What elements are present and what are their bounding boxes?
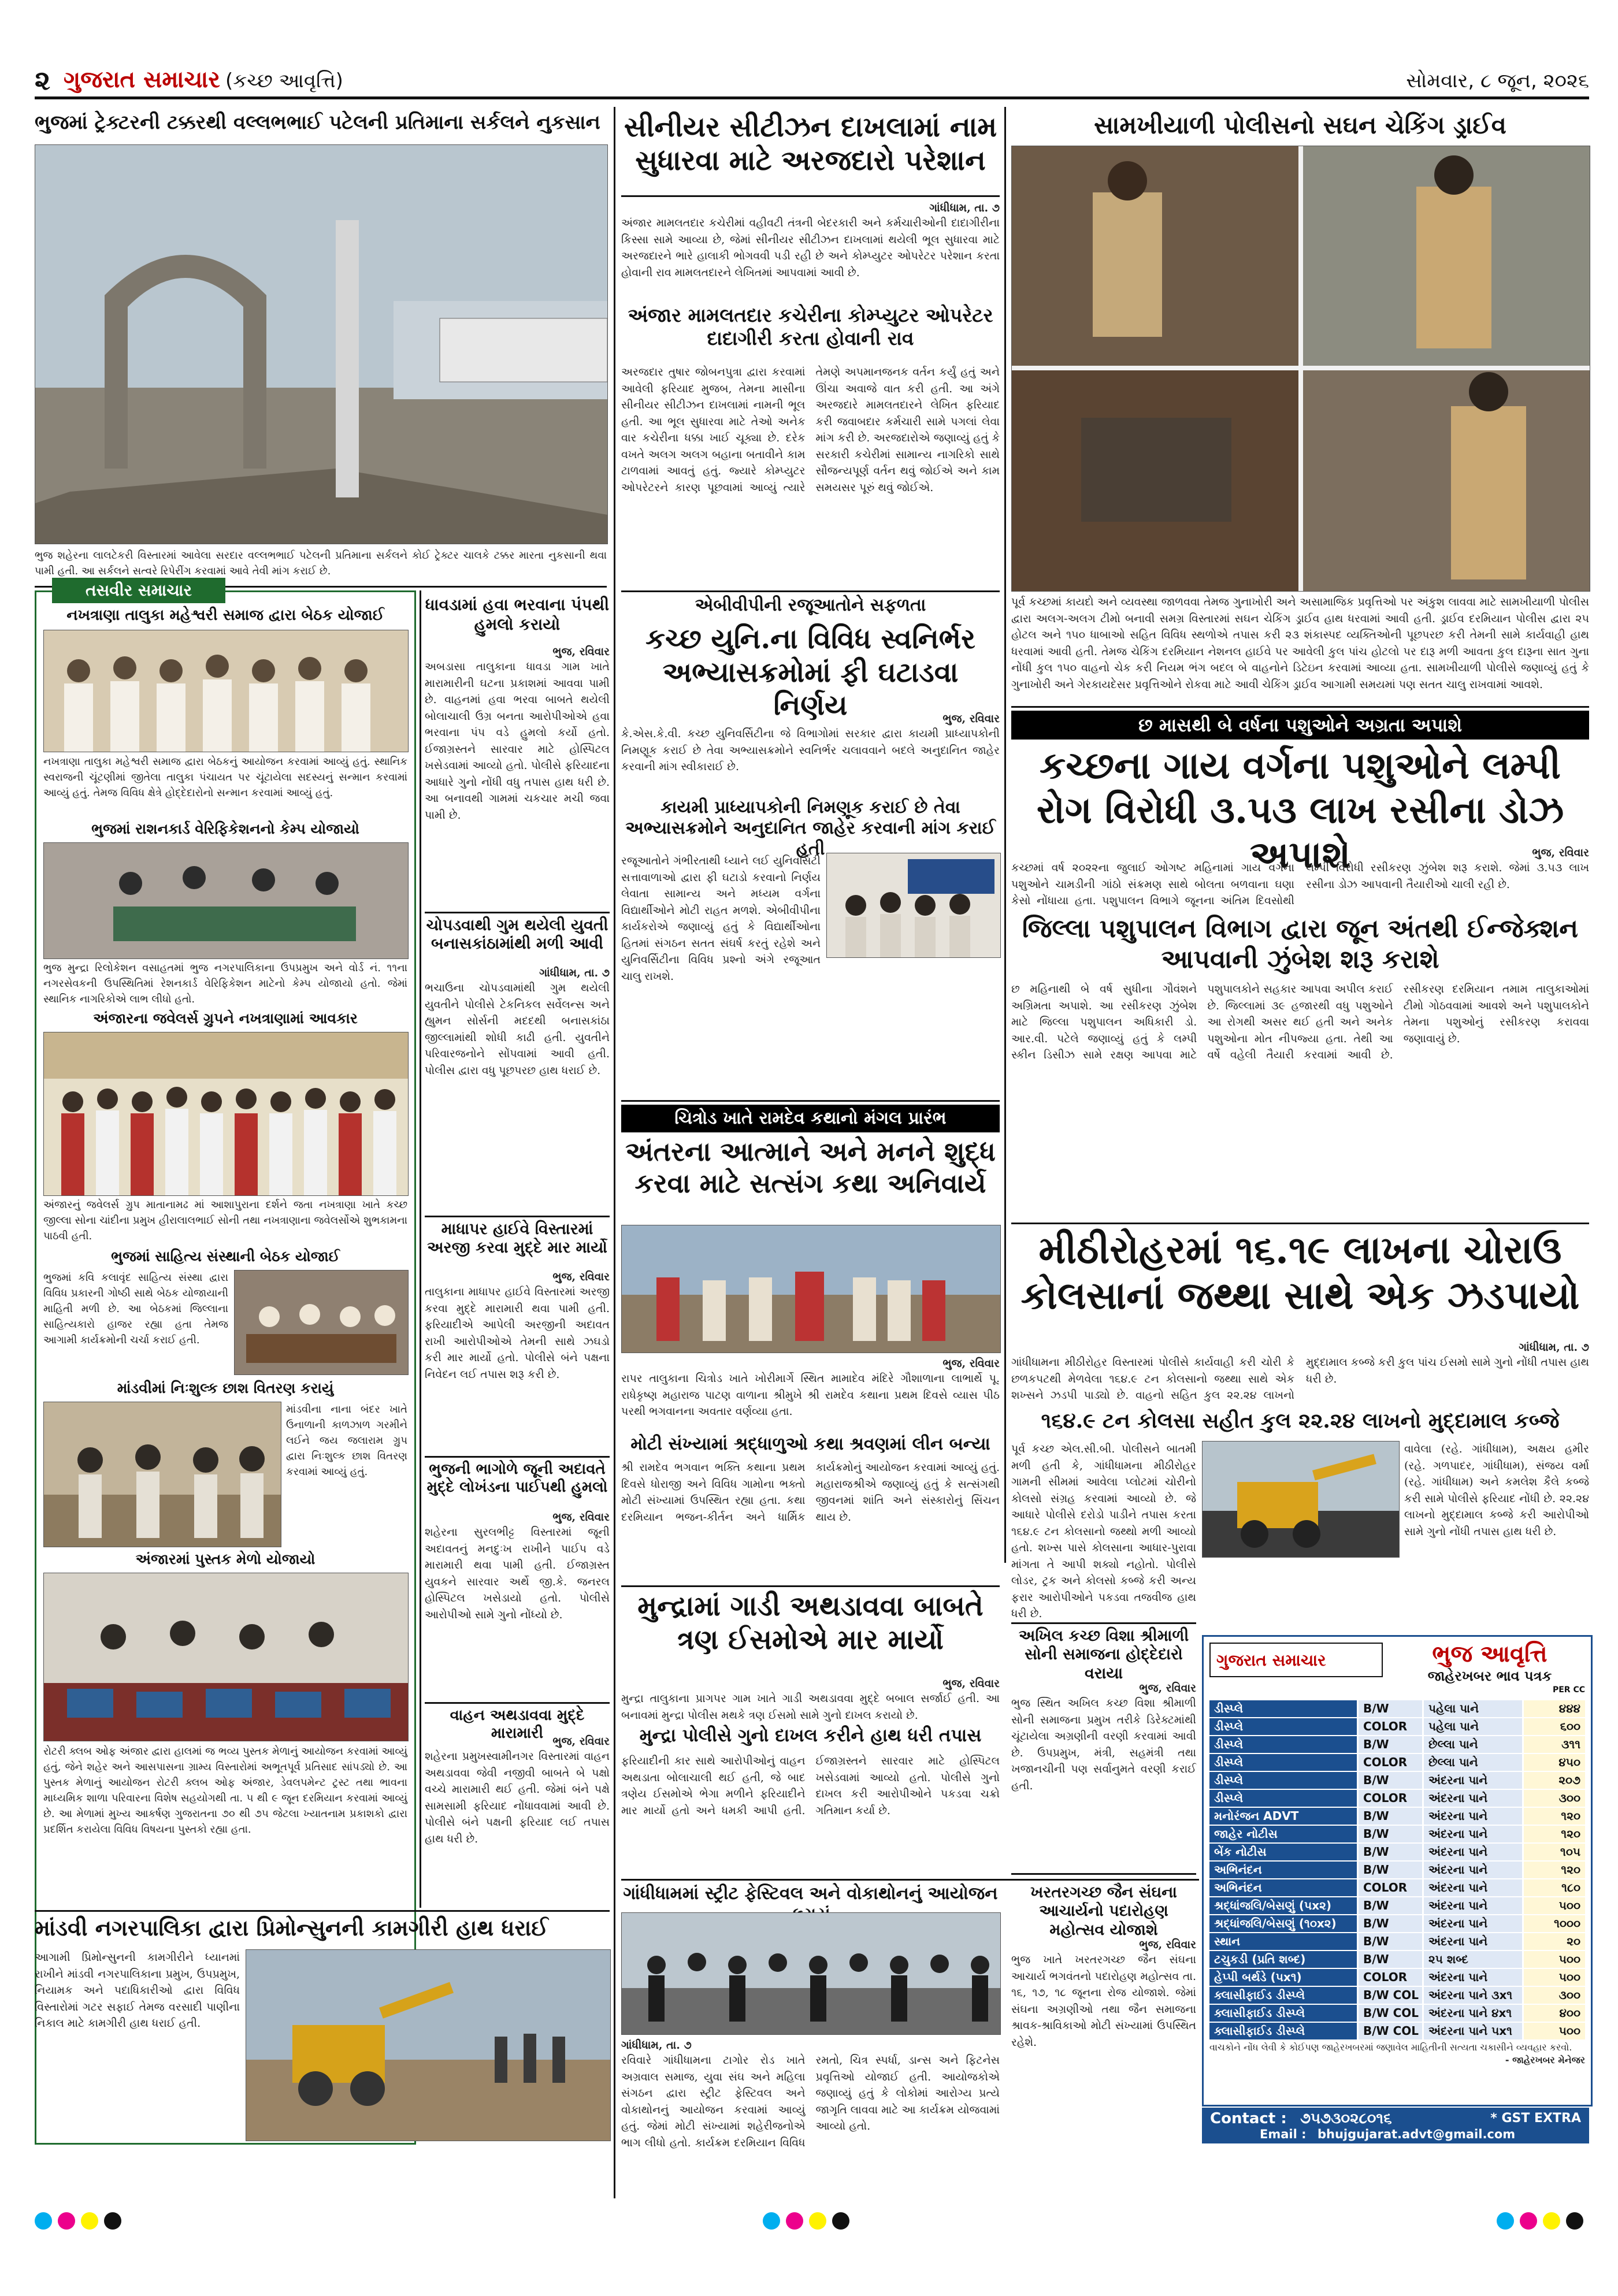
rate-ad-color: B/W — [1359, 1844, 1422, 1860]
ramdev-body: શ્રી રામદેવ ભગવાન ભક્તિ કથાના પ્રથમ દિવસે ધોરાજી અને વિવિધ ગામોના ભક્તો મોટી સંખ્યામાં ઉપસ્થિત રહ્યા હતા. કથા દરમિયાન ભજન-કીર્તન અને ધાર્મિક કાર્યક્રમોનું આયોજન કરવામાં આવ્યું હતું. મહારાજશ્રીએ જણાવ્યું હતું કે સત્સંગથી જીવનમાં શાંતિ અને સંસ્કારોનું સિંચન થાય છે. — [621, 1461, 1000, 1524]
police-caption: પૂર્વ કચ્છમાં કાયદો અને વ્યવસ્થા જાળવવા તેમજ ગુનાખોરી અને અસામાજિક પ્રવૃત્તિઓ પર અંકુશ લાવવા માટે સામખીયાળી પોલીસ દ્વારા અલગ-અલગ ટીમો બનાવી સમગ્ર વિસ્તારમાં સઘન ચેકિંગ ડ્રાઈવ હાથ ધરવામાં આવી હતી. ડ્રાઈવ દરમિયાન પોલીસ દ્વારા ૨૫ હોટલ અને ૧૫૦ ધાબાઓ સહિત વિવિધ સ્થળોએ તપાસ કરી ૨૩ શંકાસ્પદ વ્યક્તિઓની પૂછપરછ કરી તેમની સામે કાર્યવાહી હાથ ધરવામાં આવી હતી. તેમજ ચેકિંગ દરમિયાન નેશનલ હાઈવે પર આવેલી કુલ પાંચ હોટલો પર દારૂ મળી આવતા કુલ દારૂના સાત ગુના નોંધી કુલ ૧૫૦ વાહનો ચેક કરી નિયમ ભંગ બદલ બે વાહનોને ડિટેઇન કરવામાં આવ્યા હતા. સામખીયાળી પોલીસે જણાવ્યું હતું કે ગુનાખોરી અને ગેરકાયદેસર પ્રવૃત્તિઓને રોકવા માટે આવી ચેકિંગ ડ્રાઈવ આગામી સમયમાં પણ સતત ચાલુ રાખવામાં આવશે. — [1011, 596, 1589, 691]
rate-ad-price: ૧૦૫ — [1524, 1844, 1585, 1860]
email-label: Email : — [1260, 2127, 1307, 2141]
sangh-dateline: ભુજ, રવિવાર — [1139, 1682, 1196, 1695]
col2-dateline-2: ગાંધીધામ, તા. ૭ — [539, 967, 610, 979]
rate-ad-page: છેલ્લા પાને — [1424, 1736, 1522, 1753]
tasveer-caption-3: અંજારનું જવેલર્સ ગ્રુપ માતાનામઢ માં આશાપુરાના દર્શને જતા નખત્રાણા ખાતે કચ્છ જીલ્લા સોના ચાંદીના પ્રમુખ હીરાલાલભાઈ સોની તથા નખત્રાણાના જવેલર્સોએ શુભકામના પાઠવી હતી. — [43, 1199, 407, 1242]
rate-ad-page: અંદરના પાને — [1424, 1862, 1522, 1878]
rate-ad-price: ૧૨૦ — [1524, 1826, 1585, 1842]
rate-row — [1209, 1736, 1585, 1754]
coal-lead: ગાંધીધામના મીઠીરોહર વિસ્તારમાં પોલીસે કાર્યવાહી કરી ચોરી કે છળકપટથી મેળવેલા ૧૬૪.૯ ટન કોલસાનો જથ્થા સાથે એક શખ્સને ઝડપી પાડ્યો છે. વાહનો સહિત કુલ ૨૨.૨૪ લાખનો મુદ્દામાલ કબ્જે કરી કુલ પાંચ ઈસમો સામે ગુનો નોંધી તપાસ હાથ ધરી છે. — [1011, 1356, 1589, 1402]
coal-seizure-photo — [1202, 1441, 1400, 1558]
abvp-photo — [826, 853, 1001, 958]
divider — [1011, 1622, 1196, 1624]
circle-photo — [35, 144, 608, 544]
abvp-lead: કે.એસ.કે.વી. કચ્છ યુનિવર્સિટીના જે વિભાગોમાં સરકાર દ્વારા કાયમી પ્રાધ્યાપકોની નિમણૂક કરાઈ છે તેવા અભ્યાસક્રમોને સ્વનિર્ભર ચલાવવાને બદલે અનુદાનિત જાહેર કરવાની માંગ સ્વીકારાઈ છે. — [621, 727, 1000, 773]
divider — [425, 1216, 610, 1217]
rate-ad-page: અંદરના પાને — [1424, 1933, 1522, 1950]
rate-ad-color: B/W — [1359, 1951, 1422, 1968]
lumpy-dateline: ભુજ, રવિવાર — [1532, 846, 1589, 859]
lumpy-headline: કચ્છના ગાય વર્ગના પશુઓને લમ્પી રોગ વિરોધી ૩.૫૩ લાખ રસીના ડોઝ અપાશે — [1036, 744, 1564, 876]
rate-ad-type: શ્રદ્ધાંજલિ/બેસણું (૧૦x૨) — [1209, 1915, 1357, 1932]
rate-row — [1209, 1987, 1585, 2005]
divider — [1011, 1223, 1589, 1224]
rate-ad-page: અંદરના પાને — [1424, 1790, 1522, 1807]
rate-ad-price: ૧૮૦ — [1524, 1879, 1585, 1896]
paper-name: ગુજરાત સમાચાર — [64, 66, 220, 93]
rate-ad-type: ક્લાસીફાઈડ ડીસ્પ્લે — [1209, 2005, 1357, 2022]
tasveer-title-1: નખત્રાણા તાલુકા મહેશ્વરી સમાજ દ્વારા બેઠક યોજાઈ — [66, 607, 384, 624]
rate-row — [1209, 1969, 1585, 1987]
rate-ad-type: ડીસ્પ્લે — [1209, 1790, 1357, 1807]
cyan-dot — [1497, 2212, 1514, 2230]
column-rule — [420, 590, 421, 1908]
rate-ad-price: ૨૦૭ — [1524, 1772, 1585, 1789]
rate-ad-color: COLOR — [1359, 1754, 1422, 1771]
rate-row — [1209, 1897, 1585, 1915]
magenta-dot — [786, 2212, 803, 2230]
mundra-subhead: મુન્દ્રા પોલીસે ગુનો દાખલ કરીને હાથ ધરી તપાસ — [639, 1725, 982, 1746]
rate-ad-type: મનોરંજન ADVT — [1209, 1808, 1357, 1825]
senior-body: અરજદાર તુષાર જોબનપુત્રા દ્વારા કરવામાં આવેલી ફરિયાદ મુજબ, તેમના માસીના સીનીયર સીટીઝન દાખલામાં નામની ભૂલ હતી. આ ભૂલ સુધારવા માટે તેઓ અનેક વાર કચેરીના ધક્કા ખાઈ ચૂક્યા છે. દરેક વખતે અલગ અલગ બહાના બતાવીને કામ ટાળવામાં આવતું હતું. જ્યારે કોમ્પ્યુટર ઓપરેટરને કારણ પૂછવામાં આવ્યું ત્યારે તેમણે અપમાનજનક વર્તન કર્યું હતું અને ઊંચા અવાજે વાત કરી હતી. આ અંગે અરજદારે મામલતદારને લેખિત ફરિયાદ કરી જવાબદાર કર્મચારી સામે પગલાં લેવા માંગ કરી છે. અરજદારોએ જણાવ્યું હતું કે સરકારી કચેરીમાં સામાન્ય નાગરિકો સાથે સૌજન્યપૂર્ણ વર્તન થવું જોઈએ અને કામ સમયસર પૂરું થવું જોઈએ. — [621, 366, 1000, 494]
vallabhbhai-headline: ભુજમાં ટ્રેક્ટરની ટક્કરથી વલ્લભભાઈ પટેલની પ્રતિમાના સર્કલને નુકસાન — [35, 111, 600, 134]
tasveer-title-4: ભુજમાં સાહિત્ય સંસ્થાની બેઠક યોજાઈ — [111, 1248, 340, 1265]
rate-ad-type: ડીસ્પ્લે — [1209, 1754, 1357, 1771]
rate-ad-page: અંદરના પાને — [1424, 1772, 1522, 1789]
rate-ad-page: પહેલા પાને — [1424, 1718, 1522, 1735]
coal-headline: મીઠીરોહરમાં ૧૬.૧૯ લાખના ચોરાઉ કોલસાનાં જથ્થા સાથે એક ઝડપાયો — [1020, 1227, 1580, 1318]
tasveer-caption-6: રોટરી ક્લબ ઓફ અંજાર દ્વારા હાલમાં જ ભવ્ય પુસ્તક મેળાનું આયોજન કરવામાં આવ્યું હતું, જેને શહેર અને આસપાસના ગ્રામ્ય વિસ્તારોમાં અભૂતપૂર્વ પ્રતિસાદ સાંપડ્યો છે. આ પુસ્તક મેળાનું આયોજન રોટરી ક્લબ ઓફ અંજાર, ડેવલપમેન્ટ ટ્રસ્ટ તથા ભાવના માધ્યમિક શાળા પરિવારના વિશેષ સહયોગથી તા. ૫ થી ૯ જૂન દરમિયાન કરવામાં આવ્યું છે. આ મેળામાં મુખ્ય આકર્ષણ ગુજરાતના ૭૦ થી ૭૫ જેટલા ખ્યાતનામ પ્રકાશકો દ્વારા પ્રદર્શિત કરાયેલા વિવિધ વિષયના પુસ્તકો રહ્યા હતા. — [43, 1745, 407, 1836]
ramdev-lead: રાપર તાલુકાના ચિત્રોડ ખાતે ખોરીમાર્ગે સ્થિત મામાદેવ મંદિરે ગૌશાળાના લાભાર્થે પૂ. રાધેકૃષ્ણ મહારાજ પાટણ વાળાના શ્રીમુખે શ્રી રામદેવ કથાના પ્રથમ દિવસે વ્યાસ પીઠ પરથી ભગવાનના અવતાર વર્ણવ્યા હતા. — [621, 1372, 1000, 1418]
rate-ad-type: ડીસ્પ્લે — [1209, 1718, 1357, 1735]
rate-ad-type: ડીસ્પ્લે — [1209, 1772, 1357, 1789]
col2-headline-4: ભુજની ભાગોળે જૂની અદાવતે મુદ્દે લોખંડના પાઈપથી હુમલો — [426, 1461, 608, 1496]
divider — [621, 1100, 1000, 1102]
divider — [425, 1702, 610, 1704]
rate-row — [1209, 2023, 1585, 2041]
rate-ad-type: ડીસ્પ્લે — [1209, 1736, 1357, 1753]
coal-body: પૂર્વ કચ્છ એલ.સી.બી. પોલીસને બાતમી મળી હતી કે, ગાંધીધામના મીઠીરોહર ગામની સીમમાં આવેલા પ્લોટમાં ચોરીનો કોલસો સંગ્રહ કરવામાં આવ્યો છે. જે આધારે પોલીસે દરોડો પાડીને તપાસ કરતા ૧૬૪.૯ ટન કોલસાનો જથ્થો મળી આવ્યો હતો. શખ્સ પાસે કોલસાના આધાર-પુરાવા માંગતા તે આપી શક્યો નહોતો. પોલીસે લોડર, ટ્રક અને કોલસો કબ્જે કરી અન્ય ફરાર આરોપીઓને પકડવા તજવીજ હાથ ધરી છે. — [1011, 1443, 1196, 1620]
literary-meeting-photo — [234, 1270, 409, 1375]
yellow-dot — [809, 2212, 826, 2230]
tasveer-caption-4: ભુજમાં કવિ કલાવૃંદ સાહિત્ય સંસ્થા દ્વારા વિવિધ પ્રકારની ગોષ્ઠી સાથે બેઠક યોજાયાની માહિતી મળી છે. આ બેઠકમાં જિલ્લાના સાહિત્યકારો હાજર રહ્યા હતા તેમજ આગામી કાર્યક્રમોની ચર્ચા કરાઈ હતી. — [43, 1272, 228, 1346]
rate-ad-color: COLOR — [1359, 1718, 1422, 1735]
divider — [1011, 706, 1589, 708]
divider — [621, 1585, 1000, 1587]
email-address[interactable]: bhujgujarat.advt@gmail.com — [1318, 2127, 1516, 2141]
issue-date: સોમવાર, ૮ જૂન, ૨૦૨૬ — [1406, 69, 1589, 92]
rate-ad-color: B/W — [1359, 1915, 1422, 1932]
divider — [425, 912, 610, 913]
jewellers-group-photo — [43, 1032, 409, 1196]
black-dot — [832, 2212, 849, 2230]
advert-rate-card — [1202, 1635, 1593, 2106]
mundra-lead: મુન્દ્રા તાલુકાના પ્રાગપર ગામ ખાતે ગાડી અથડાવવા મુદ્દે બબાલ સર્જાઈ હતી. આ બનાવમાં મુન્દ્રા પોલીસ મથકે ત્રણ ઈસમો સામે ગુનો દાખલ કરાયો છે. — [621, 1692, 1000, 1722]
tasveer-caption-1: નખત્રાણા તાલુકા મહેશ્વરી સમાજ દ્વારા બેઠકનું આયોજન કરવામાં આવ્યું હતું. સ્થાનિક સ્વરાજની ચૂંટણીમાં જીતેલા તાલુકા પંચાયત પર ચૂંટાયેલા સદસ્યનું સન્માન કરવામાં આવ્યું હતું. તેમજ વિવિધ ક્ષેત્રે હોદ્દેદારોનો સન્માન કરવામાં આવ્યું હતું. — [43, 756, 407, 799]
column-rule — [614, 107, 615, 2198]
meeting-photo — [43, 630, 409, 752]
vallabhbhai-caption: ભુજ શહેરના લાલટેકરી વિસ્તારમાં આવેલા સરદાર વલ્લભભાઈ પટેલની પ્રતિમાના સર્કલને કોઈ ટ્રેક્ટર ચાલકે ટક્કર મારતા નુકસાની થવા પામી હતી. આ સર્કલને સત્વરે રિપેરીંગ કરવામાં આવે તેવી માંગ કરાઈ છે. — [35, 549, 607, 577]
ration-camp-photo — [43, 842, 409, 959]
rate-ad-color: B/W — [1359, 1933, 1422, 1950]
rate-ad-type: જાહેર નોટીસ — [1209, 1826, 1357, 1842]
police-headline: સામખીયાળી પોલીસનો સઘન ચેકિંગ ડ્રાઈવ — [1094, 111, 1506, 139]
rate-ad-color: B/W COL — [1359, 1987, 1422, 2004]
magenta-dot — [1520, 2212, 1537, 2230]
yellow-dot — [1543, 2212, 1560, 2230]
rate-ad-color: B/W — [1359, 1808, 1422, 1825]
tasveer-title-2: ભુજમાં રાશનકાર્ડ વેરિફિકેશનનો કેમ્પ યોજાયો — [91, 820, 359, 837]
rate-ad-page: અંદરના પાને — [1424, 1844, 1522, 1860]
rate-ad-type: ડીસ્પ્લે — [1209, 1700, 1357, 1717]
rate-row — [1209, 1772, 1585, 1790]
rate-ad-type: શ્રદ્ધાંજલિ/બેસણું (૫x૨) — [1209, 1897, 1357, 1914]
tasveer-caption-5: માંડવીના નાના બંદર ખાતે ઉનાળાની કાળઝાળ ગરમીને લઈને જય જલારામ ગ્રુપ દ્વારા નિઃશુલ્ક છાશ વિતરણ કરવામાં આવ્યું હતું. — [286, 1403, 407, 1478]
premonsoon-photo — [246, 1949, 611, 2141]
rate-ad-page: અંદરના પાને — [1424, 1915, 1522, 1932]
rate-ad-color: B/W — [1359, 1862, 1422, 1878]
rate-ad-page: અંદરના પાને — [1424, 1879, 1522, 1896]
rate-row — [1209, 1808, 1585, 1826]
rate-ad-price: ૨૦ — [1524, 1933, 1585, 1950]
rate-ad-price: ૬૦૦ — [1524, 1718, 1585, 1735]
mandvi-body: આગામી પ્રિમોન્સુનની કામગીરીને ધ્યાનમાં રાખીને માંડવી નગરપાલિકાના પ્રમુખ, ઉપપ્રમુખ, નિયામક અને પદાધિકારીઓ દ્વારા વિવિધ વિસ્તારોમાં ગટર સફાઈ તેમજ વરસાદી પાણીના નિકાલ માટે કામગીરી હાથ ધરાઈ હતી. — [35, 1951, 240, 2030]
mundra-dateline: ભુજ, રવિવાર — [942, 1677, 1000, 1690]
rate-ad-type: અભિનંદન — [1209, 1879, 1357, 1896]
tasveer-title-5: માંડવીમાં નિઃશુલ્ક છાશ વિતરણ કરાયું — [117, 1380, 334, 1396]
kharatar-headline: ખરતરગચ્છ જૈન સંઘના આચાર્યનો પદારોહણ મહોત્સવ યોજાશે — [1030, 1883, 1177, 1939]
lumpy-body: છ મહિનાથી બે વર્ષ સુધીના ગૌવંશને અગ્રિમતા અપાશે. આ રસીકરણ ઝુંબેશ માટે જિલ્લા પશુપાલન અધિકારી ડો. આર.વી. પટેલે જણાવ્યું હતું કે લમ્પી સ્કીન ડિસીઝ સામે રક્ષણ આપવા માટે પશુપાલકોને સહકાર આપવા અપીલ કરાઈ છે. જિલ્લામાં ૩૯ હજારથી વધુ પશુઓને આ રોગથી અસર થઈ હતી અને અનેક પશુઓના મોત નીપજ્યા હતા. તેથી આ વર્ષે વહેલી તૈયારી કરવામાં આવી છે. રસીકરણ દરમિયાન તમામ તાલુકાઓમાં ટીમો ગોઠવવામાં આવશે અને પશુપાલકોને તેમના પશુઓનું રસીકરણ કરાવવા જણાવાયું છે. — [1011, 983, 1589, 1061]
edition-label: (કચ્છ આવૃત્તિ) — [225, 69, 343, 92]
rate-ad-page: અંદરના પાને — [1424, 1969, 1522, 1986]
magenta-dot — [58, 2212, 75, 2230]
rate-ad-type: ક્લાસીફાઈડ ડીસ્પ્લે — [1209, 2023, 1357, 2039]
rate-card-unit: PER CC — [1552, 1685, 1585, 1695]
ramdev-headline: અંતરના આત્માને અને મનને શુદ્ધ કરવા માટે સત્સંગ કથા અનિવાર્ય — [625, 1136, 996, 1199]
ramdev-kicker: ચિત્રોડ ખાતે રામદેવ કથાનો મંગલ પ્રારંભ — [621, 1105, 1000, 1132]
rate-ad-color: B/W COL — [1359, 2023, 1422, 2039]
abvp-dateline: ભુજ, રવિવાર — [942, 712, 1000, 725]
rate-ad-color: COLOR — [1359, 1790, 1422, 1807]
lumpy-subhead: જિલ્લા પશુપાલન વિભાગ દ્વારા જૂન અંતથી ઈન્જેક્શન આપવાની ઝુંબેશ શરૂ કરાશે — [1022, 914, 1579, 974]
black-dot — [104, 2212, 121, 2230]
rate-ad-page: અંદરના પાને ૩x૧ — [1424, 1987, 1522, 2004]
contact-label: Contact : — [1210, 2110, 1287, 2127]
rate-ad-price: ૪૦૦ — [1524, 2005, 1585, 2022]
rate-ad-type: ક્લાસીફાઈડ ડીસ્પ્લે — [1209, 1987, 1357, 2004]
senior-subhead: અંજાર મામલતદાર કચેરીના કોમ્પ્યુટર ઓપરેટર દાદાગીરી કરતા હોવાની રાવ — [628, 304, 993, 350]
coal-subhead: ૧૬૪.૯ ટન કોલસા સહીત કુલ ૨૨.૨૪ લાખનો મુદ્દામાલ કબ્જે — [1041, 1409, 1560, 1433]
rate-ad-color: B/W — [1359, 1700, 1422, 1717]
rate-ad-price: ૩૦૦ — [1524, 1790, 1585, 1807]
rate-ad-color: COLOR — [1359, 1879, 1422, 1896]
rate-ad-page: અંદરના પાને — [1424, 1826, 1522, 1842]
rate-ad-price: ૫૦૦ — [1524, 1897, 1585, 1914]
rate-row — [1209, 1844, 1585, 1862]
tasveer-title-3: અંજારના જવેલર્સ ગ્રુપને નખત્રાણામાં આવકાર — [93, 1010, 358, 1027]
rate-ad-page: છેલ્લા પાને — [1424, 1754, 1522, 1771]
col2-dateline-5: ભુજ, રવિવાર — [552, 1735, 610, 1748]
rate-ad-page: અંદરના પાને ૫x૧ — [1424, 2023, 1522, 2039]
coal-dateline: ગાંધીધામ, તા. ૭ — [1519, 1341, 1589, 1354]
rate-ad-type: બેંક નોટીસ — [1209, 1844, 1357, 1860]
mundra-body: ફરિયાદીની કાર સાથે આરોપીઓનું વાહન અથડાતા બોલાચાલી થઈ હતી, જે બાદ ત્રણેય ઈસમોએ ભેગા મળીને ફરિયાદીને માર માર્યો હતો અને ધમકી આપી હતી. ઈજાગ્રસ્તને સારવાર માટે હોસ્પિટલ ખસેડવામાં આવ્યો હતો. પોલીસે ગુનો દાખલ કરી આરોપીઓને પકડવા ચક્રો ગતિમાન કર્યા છે. — [621, 1755, 1000, 1817]
rate-ad-price: ૧૨૦ — [1524, 1808, 1585, 1825]
rate-row — [1209, 1951, 1585, 1969]
black-dot — [1566, 2212, 1583, 2230]
festival-headline: ગાંધીધામમાં સ્ટ્રીટ ફેસ્ટિવલ અને વોકાથોનનું આયોજન — [623, 1883, 998, 1904]
mundra-headline: મુન્દ્રામાં ગાડી અથડાવવા બાબતે ત્રણ ઈસમોએ માર માર્યો — [637, 1590, 984, 1656]
page-number: ૨ — [35, 65, 51, 96]
kharatar-body: ભુજ ખાતે ખરતરગચ્છ જૈન સંઘના આચાર્ય ભગવંતનો પદારોહણ મહોત્સવ તા. ૧૬, ૧૭, ૧૮ જૂનના રોજ યોજાશે. જેમાં સંઘના અગ્રણીઓ તથા જૈન સમાજના શ્રાવક-શ્રાવિકાઓ મોટી સંખ્યામાં ઉપસ્થિત રહેશે. — [1011, 1953, 1196, 2049]
rate-ad-price: ૩૦૦ — [1524, 1987, 1585, 2004]
col2-headline-5: વાહન અથડાવવા મુદ્દે મારામારી — [450, 1707, 585, 1743]
divider — [35, 1910, 610, 1912]
rate-row — [1209, 2005, 1585, 2023]
rate-ad-price: ૫૦૦ — [1524, 1951, 1585, 1968]
rate-card-paper-name: ગુજરાત સમાચાર — [1216, 1651, 1326, 1670]
mandvi-headline: માંડવી નગરપાલિકા દ્વારા પ્રિમોન્સુનની કામગીરી હાથ ધરાઈ — [35, 1915, 548, 1941]
col2-headline-3: માધાપર હાઈવે વિસ્તારમાં અરજી કરવા મુદ્દે માર માર્યો — [427, 1220, 607, 1257]
rate-ad-color: B/W — [1359, 1772, 1422, 1789]
masthead — [35, 65, 1589, 99]
rate-ad-color: B/W COL — [1359, 2005, 1422, 2022]
rate-ad-color: B/W — [1359, 1736, 1422, 1753]
rate-ad-price: ૩૧૧ — [1524, 1736, 1585, 1753]
tasveer-title-6: અંજારમાં પુસ્તક મેળો યોજાયો — [135, 1551, 316, 1567]
book-fair-photo — [43, 1573, 409, 1741]
kharatar-dateline: ભુજ, રવિવાર — [1139, 1938, 1196, 1951]
abvp-subhead: કાયમી પ્રાધ્યાપકોની નિમણૂક કરાઈ છે તેવા અભ્યાસક્રમોને અનુદાનિત જાહેર કરવાની માંગ કરાઈ હતી — [625, 797, 996, 859]
rate-row — [1209, 1826, 1585, 1844]
rate-row — [1209, 1879, 1585, 1897]
divider — [621, 1879, 1199, 1881]
rate-ad-page: અંદરના પાને ૪x૧ — [1424, 2005, 1522, 2022]
rate-ad-type: હેપ્પી બર્થડે (૫x૧) — [1209, 1969, 1357, 1986]
divider — [621, 195, 1000, 197]
col2-body-1: અબડાસા તાલુકાના ધાવડા ગામ ખાતે મારામારીની ઘટના પ્રકાશમાં આવવા પામી છે. વાહનમાં હવા ભરવા બાબતે થયેલી બોલાચાલી ઉગ્ર બનતા આરોપીઓએ હવા ભરવાના પંપ વડે હુમલો કર્યો હતો. ઈજાગ્રસ્તને સારવાર માટે હોસ્પિટલ ખસેડવામાં આવ્યો હતો. પોલીસે ફરિયાદના આધારે ગુનો નોંધી વધુ તપાસ હાથ ધરી છે. આ બનાવથી ગામમાં ચકચાર મચી જવા પામી છે. — [425, 660, 610, 822]
senior-headline: સીનીયર સીટીઝન દાખલામાં નામ સુધારવા માટે અરજદારો પરેશાન — [624, 111, 997, 177]
rate-ad-page: ૨૫ શબ્દ — [1424, 1951, 1522, 1968]
rate-note-signature: - જાહેરખબર મેનેજર — [1505, 2054, 1585, 2065]
lumpy-kicker: છ માસથી બે વર્ષના પશુઓને અગ્રતા અપાશે — [1011, 711, 1589, 740]
rate-note-text: વાચકોને નોંધ લેવી કે કોઈપણ જાહેરખબરમાં જણાવેલ માહિતીની સત્યતા ચકાસીને વ્યવહાર કરવો. — [1209, 2042, 1572, 2053]
divider — [425, 1456, 610, 1458]
police-checking-photos — [1011, 146, 1590, 592]
ramdev-subhead: મોટી સંખ્યામાં શ્રદ્ધાળુઓ કથા શ્રવણમાં લીન બન્યા — [630, 1434, 990, 1454]
col2-headline-1: ધાવડામાં હવા ભરવાના પંપથી હુમલો કરાયો — [425, 595, 610, 634]
rate-ad-page: અંદરના પાને — [1424, 1808, 1522, 1825]
senior-lead: અંજાર મામલતદાર કચેરીમાં વહીવટી તંત્રની બેદરકારી અને કર્મચારીઓની દાદાગીરીના કિસ્સા સામે આવ્યા છે, જેમાં સીનીયર સીટીઝન દાખલામાં થયેલી ભૂલ સુધારવા માટે અરજદારને ભારે હાલાકી ભોગવવી પડી રહી છે અને કોમ્પ્યુટર ઓપરેટર પરેશાન કરતા હોવાની રાવ મામલતદારને લેખિતમાં આપવામાં આવી છે. — [621, 217, 1000, 279]
rate-row — [1209, 1718, 1585, 1736]
rate-card-paper-logo — [1209, 1643, 1383, 1677]
abvp-kicker: એબીવીપીની રજૂઆતોને સફળતા — [695, 595, 926, 615]
rate-ad-color: B/W — [1359, 1897, 1422, 1914]
katha-photo — [621, 1225, 1001, 1353]
rate-card-subtitle: જાહેરખબર ભાવ પત્રક — [1427, 1668, 1552, 1684]
rate-card-note — [1209, 2041, 1585, 2087]
divider — [1011, 1873, 1196, 1875]
rate-ad-price: ૫૦૦ — [1524, 2023, 1585, 2039]
rate-card-edition: ભુજ આવૃત્તિ — [1432, 1640, 1548, 1667]
yellow-dot — [81, 2212, 98, 2230]
rate-ad-type: ટચુકડી (પ્રતિ શબ્દ) — [1209, 1951, 1357, 1968]
abvp-headline: કચ્છ યુનિ.ના વિવિધ સ્વનિર્ભર અભ્યાસક્રમોમાં ફી ઘટાડવા નિર્ણય — [645, 623, 975, 722]
col2-dateline-1: ભુજ, રવિવાર — [552, 645, 610, 658]
rate-ad-price: ૪૪૪ — [1524, 1700, 1585, 1717]
rate-ad-price: ૫૦૦ — [1524, 1969, 1585, 1986]
rate-ad-type: અભિનંદન — [1209, 1862, 1357, 1878]
cyan-dot — [763, 2212, 780, 2230]
rate-row — [1209, 1933, 1585, 1951]
festival-dateline: ગાંધીધામ, તા. ૭ — [621, 2039, 692, 2052]
column-rule — [1004, 107, 1006, 1563]
rate-row — [1209, 1862, 1585, 1879]
col2-body-4: શહેરના સુરલભીટ્ટ વિસ્તારમાં જૂની અદાવતનું મનદુઃખ રાખીને પાઈપ વડે મારામારી થવા પામી હતી. ઈજાગ્રસ્ત યુવકને સારવાર અર્થે જી.કે. જનરલ હોસ્પિટલ ખસેડાયો હતો. પોલીસે આરોપીઓ સામે ગુનો નોંધ્યો છે. — [425, 1526, 610, 1621]
rate-ad-page: પહેલા પાને — [1424, 1700, 1522, 1717]
col2-headline-2: ચોપડવાથી ગુમ થયેલી યુવતી બનાસકાંઠામાંથી મળી આવી — [426, 916, 608, 953]
rate-ad-price: ૧૦૦૦ — [1524, 1915, 1585, 1932]
rate-ad-page: અંદરના પાને — [1424, 1897, 1522, 1914]
festival-body: રવિવારે ગાંધીધામના ટાગોર રોડ ખાતે અગ્રવાલ સમાજ, યુવા સંઘ અને મહિલા સંગઠન દ્વારા સ્ટ્રીટ ફેસ્ટિવલ અને વોકાથોનનું આયોજન કરવામાં આવ્યું હતું. જેમાં મોટી સંખ્યામાં શહેરીજનોએ ભાગ લીધો હતો. કાર્યક્રમ દરમિયાન વિવિધ રમતો, ચિત્ર સ્પર્ધા, ડાન્સ અને ફિટનેસ પ્રવૃત્તિઓ યોજાઈ હતી. આયોજકોએ જણાવ્યું હતું કે લોકોમાં આરોગ્ય પ્રત્યે જાગૃતિ લાવવા માટે આ કાર્યક્રમ યોજવામાં આવ્યો હતો. — [621, 2054, 1000, 2149]
rate-row — [1209, 1790, 1585, 1808]
sangh-body: ભુજ સ્થિત અખિલ કચ્છ વિશા શ્રીમાળી સોની સમાજના પ્રમુખ તરીકે ડિરેક્ટમાંથી ચૂંટાયેલા અગ્રણીની વરણી કરવામાં આવી છે. ઉપપ્રમુખ, મંત્રી, સહમંત્રી તથા ખજાનચીની પણ સર્વાનુમતે વરણી કરાઈ હતી. — [1011, 1697, 1196, 1792]
rate-ad-price: ૪૫૦ — [1524, 1754, 1585, 1771]
walkathon-photo — [621, 1912, 1001, 2035]
rate-ad-price: ૧૨૦ — [1524, 1862, 1585, 1878]
lumpy-lead: કચ્છમાં વર્ષ ૨૦૨૨ના જુલાઈ ઓગષ્ટ મહિનામાં ગાય વર્ગના પશુઓને ચામડીની ગાંઠો સંક્રમણ સાથે બોલતા બળવાના ઘણા કેસો નોંધાયા હતા. પશુપાલન વિભાગે જૂનના અંતિમ દિવસોથી લમ્પી વિરોધી રસીકરણ ઝુંબેશ શરૂ કરાશે. જેમાં ૩.૫૩ લાખ રસીના ડોઝ આપવાની તૈયારીઓ ચાલી રહી છે. — [1011, 861, 1589, 907]
rate-ad-color: COLOR — [1359, 1969, 1422, 1986]
tasveer-label: તસવીર સમાચાર — [52, 578, 225, 603]
col2-body-5: શહેરના પ્રમુખસ્વામીનગર વિસ્તારમાં વાહન અથડાવવા જેવી નજીવી બાબતે બે પક્ષો વચ્ચે મારામારી થઈ હતી. જેમાં બંને પક્ષે સામસામી ફરિયાદ નોંધાવવામાં આવી છે. પોલીસે બંને પક્ષની ફરિયાદ લઈ તપાસ હાથ ધરી છે. — [425, 1750, 610, 1845]
col2-body-3: તાલુકાના માધાપર હાઈવે વિસ્તારમાં અરજી કરવા મુદ્દે મારામારી થવા પામી હતી. ફરિયાદીએ આપેલી અરજીની અદાવત રાખી આરોપીઓએ તેમની સાથે ઝઘડો કરી માર માર્યો હતો. પોલીસે બંને પક્ષના નિવેદન લઈ તપાસ શરૂ કરી છે. — [425, 1286, 610, 1381]
rate-card-contact-bar — [1202, 2108, 1589, 2143]
registration-marks — [0, 2209, 1618, 2232]
divider — [621, 590, 1000, 592]
col2-body-2: ભચાઉના ચોપડવામાંથી ગુમ થયેલી યુવતીને પોલીસે ટેકનિકલ સર્વેલન્સ અને હ્યુમન સોર્સની મદદથી બનાસકાંઠા જીલ્લામાંથી શોધી કાઢી હતી. યુવતીને પરિવારજનોને સોંપવામાં આવી હતી. પોલીસ દ્વારા વધુ પૂછપરછ હાથ ધરાઈ છે. — [425, 982, 610, 1077]
gst-note: * GST EXTRA — [1490, 2111, 1581, 2126]
senior-dateline: ગાંધીધામ, તા. ૭ — [929, 202, 1000, 214]
sangh-headline: અખિલ કચ્છ વિશા શ્રીમાળી સોની સમાજના હોદ્દેદારો વરાયા — [1018, 1627, 1189, 1682]
rate-ad-type: સ્થાન — [1209, 1933, 1357, 1950]
rate-row — [1209, 1700, 1585, 1718]
col2-dateline-4: ભુજ, રવિવાર — [552, 1511, 610, 1524]
abvp-body: રજૂઆતોને ગંભીરતાથી ધ્યાને લઈ યુનિવર્સિટી સત્તાવાળાઓ દ્વારા ફી ઘટાડો કરવાનો નિર્ણય લેવાતા સામાન્ય અને મધ્યમ વર્ગના વિદ્યાર્થીઓને મોટી રાહત મળશે. એબીવીપીના કાર્યકરોએ જણાવ્યું હતું કે વિદ્યાર્થીઓના હિતમાં સંગઠન સતત સંઘર્ષ કરતું રહેશે અને યુનિવર્સિટીના વિવિધ પ્રશ્નો અંગે રજૂઆત ચાલુ રાખશે. — [621, 855, 821, 983]
cyan-dot — [35, 2212, 52, 2230]
buttermilk-photo — [43, 1402, 281, 1547]
col2-dateline-3: ભુજ, રવિવાર — [552, 1270, 610, 1283]
tasveer-caption-2: ભુજ મુન્દ્રા રિલોકેશન વસાહતમાં ભુજ નગરપાલિકાના ઉપપ્રમુખ અને વોર્ડ નં. ૧૧ના નગરસેવકની ઉપસ્થિતિમાં રેશનકાર્ડ વેરિફિકેશન માટેનો કેમ્પ યોજાયો હતો. જેમાં સ્થાનિક નાગરિકોએ લાભ લીધો હતો. — [43, 962, 407, 1005]
rate-ad-color: B/W — [1359, 1826, 1422, 1842]
contact-number[interactable]: ૭૫૭૩૦૨૮૦૧૬ — [1300, 2110, 1392, 2127]
ramdev-dateline: ભુજ, રવિવાર — [942, 1357, 1000, 1370]
coal-accused: વાવેલા (રહે. ગાંધીધામ), અક્ષય હમીર (રહે. ગળપાદર, ગાંધીધામ), સંજય વર્મા (રહે. ગાંધીધામ) અને કમલેશ કૈલે કબ્જે કરી સામે પોલીસે ફરિયાદ નોંધી છે. ૨૨.૨૪ લાખનો મુદ્દામાલ કબ્જે કરી આરોપીઓ સામે ગુનો નોંધી તપાસ હાથ ધરી છે. — [1404, 1443, 1589, 1538]
rate-row — [1209, 1915, 1585, 1933]
rate-row — [1209, 1754, 1585, 1772]
